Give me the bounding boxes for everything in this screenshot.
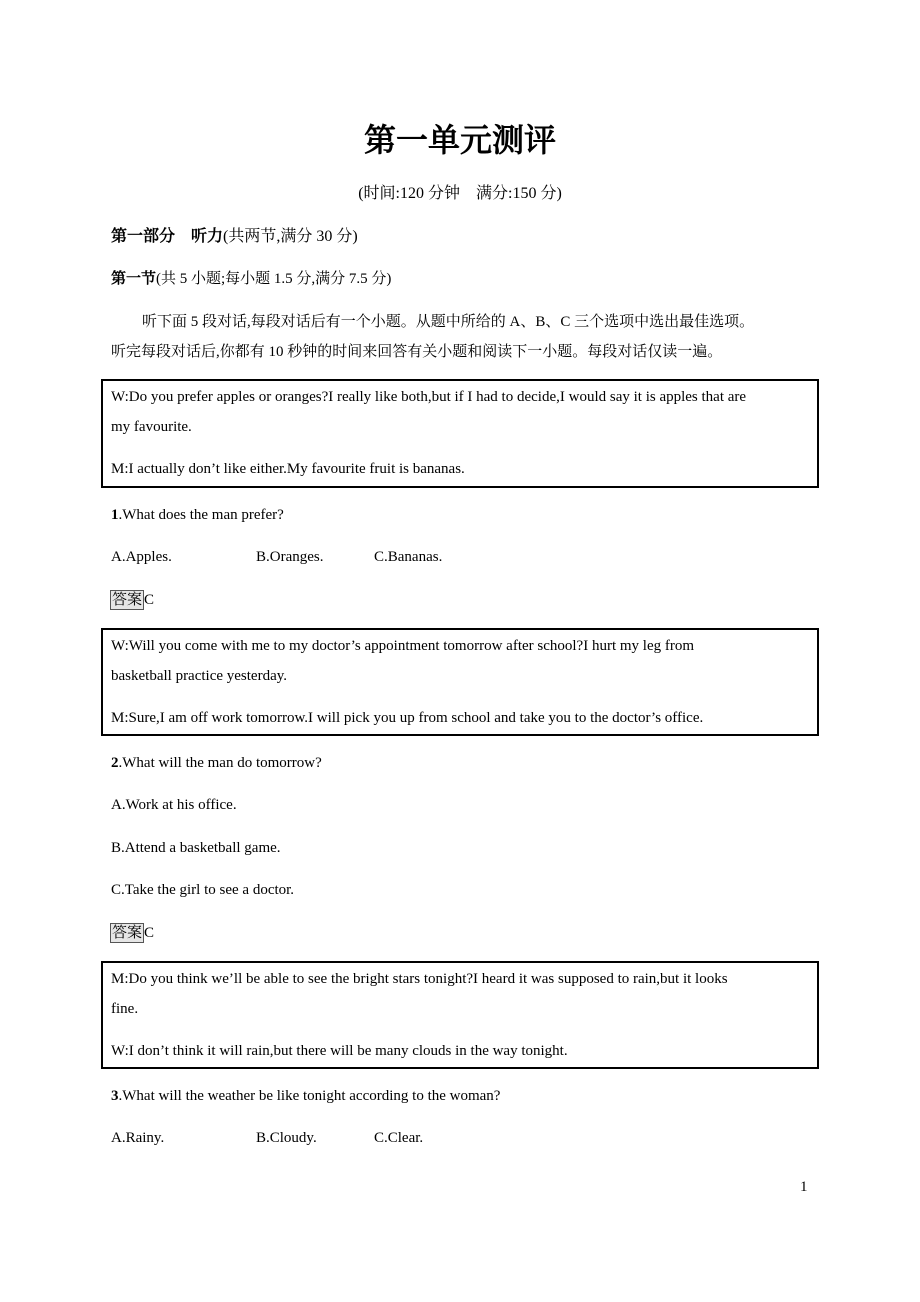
instruction-line: 听下面 5 段对话,每段对话后有一个小题。从题中所给的 A、B、C 三个选项中选出最佳选项。 (142, 314, 755, 330)
answer (110, 923, 154, 943)
dialogue-line: M:I actually don’t like either.My favourite fruit is bananas. (111, 461, 465, 477)
option: C.Bananas. (374, 549, 443, 565)
section-heading-detail: (共 5 小题;每小题 1.5 分,满分 7.5 分) (156, 271, 392, 287)
question-text: .What does the man prefer? (118, 507, 284, 523)
question-number: 1 (111, 507, 119, 523)
option: C.Clear. (374, 1130, 424, 1146)
answer-value: C (144, 592, 155, 608)
option: B.Oranges. (256, 549, 324, 565)
option: B.Attend a basketball game. (111, 840, 281, 856)
dialogue-line: fine. (111, 1001, 139, 1017)
question-text: .What will the weather be like tonight according to the woman? (118, 1088, 501, 1104)
dialogue-line: W:I don’t think it will rain,but there will be many clouds in the way tonight. (111, 1043, 568, 1059)
dialogue-line: M:Do you think we’ll be able to see the bright stars tonight?I heard it was supposed to rain,but it looks (111, 971, 728, 987)
option: B.Cloudy. (256, 1130, 317, 1146)
section-heading (111, 269, 391, 289)
question-number: 2 (111, 755, 119, 771)
question (111, 753, 322, 773)
dialogue-line: basketball practice yesterday. (111, 668, 288, 684)
option: A.Rainy. (111, 1130, 165, 1146)
dialogue-line: W:Will you come with me to my doctor’s appointment tomorrow after school?I hurt my leg from (111, 638, 695, 654)
question-number: 3 (111, 1088, 119, 1104)
answer-badge: 答案 (112, 592, 143, 608)
instruction-line: 听完每段对话后,你都有 10 秒钟的时间来回答有关小题和阅读下一小题。每段对话仅读一遍。 (111, 344, 723, 360)
answer-badge: 答案 (112, 925, 143, 941)
answer (110, 590, 154, 610)
option: C.Take the girl to see a doctor. (111, 882, 295, 898)
section-heading-title: 第一节 (111, 271, 157, 287)
dialogue-line: W:Do you prefer apples or oranges?I really like both,but if I had to decide,I would say it is apples that are (111, 389, 747, 405)
part-heading-detail: (共两节,满分 30 分) (223, 228, 358, 245)
page-number: 1 (800, 1179, 808, 1195)
question (111, 505, 284, 525)
part-heading (111, 227, 358, 247)
answer-value: C (144, 925, 155, 941)
time-score-info: (时间:120 分钟 满分:150 分) (358, 185, 562, 202)
document-title: 第一单元测评 (363, 122, 556, 158)
question (111, 1086, 500, 1106)
dialogue-line: my favourite. (111, 419, 192, 435)
option: A.Work at his office. (111, 797, 237, 813)
dialogue-line: M:Sure,I am off work tomorrow.I will pick you up from school and take you to the doctor’s office. (111, 710, 704, 726)
question-text: .What will the man do tomorrow? (118, 755, 322, 771)
option: A.Apples. (111, 549, 172, 565)
part-heading-title: 第一部分 听力 (111, 228, 224, 245)
